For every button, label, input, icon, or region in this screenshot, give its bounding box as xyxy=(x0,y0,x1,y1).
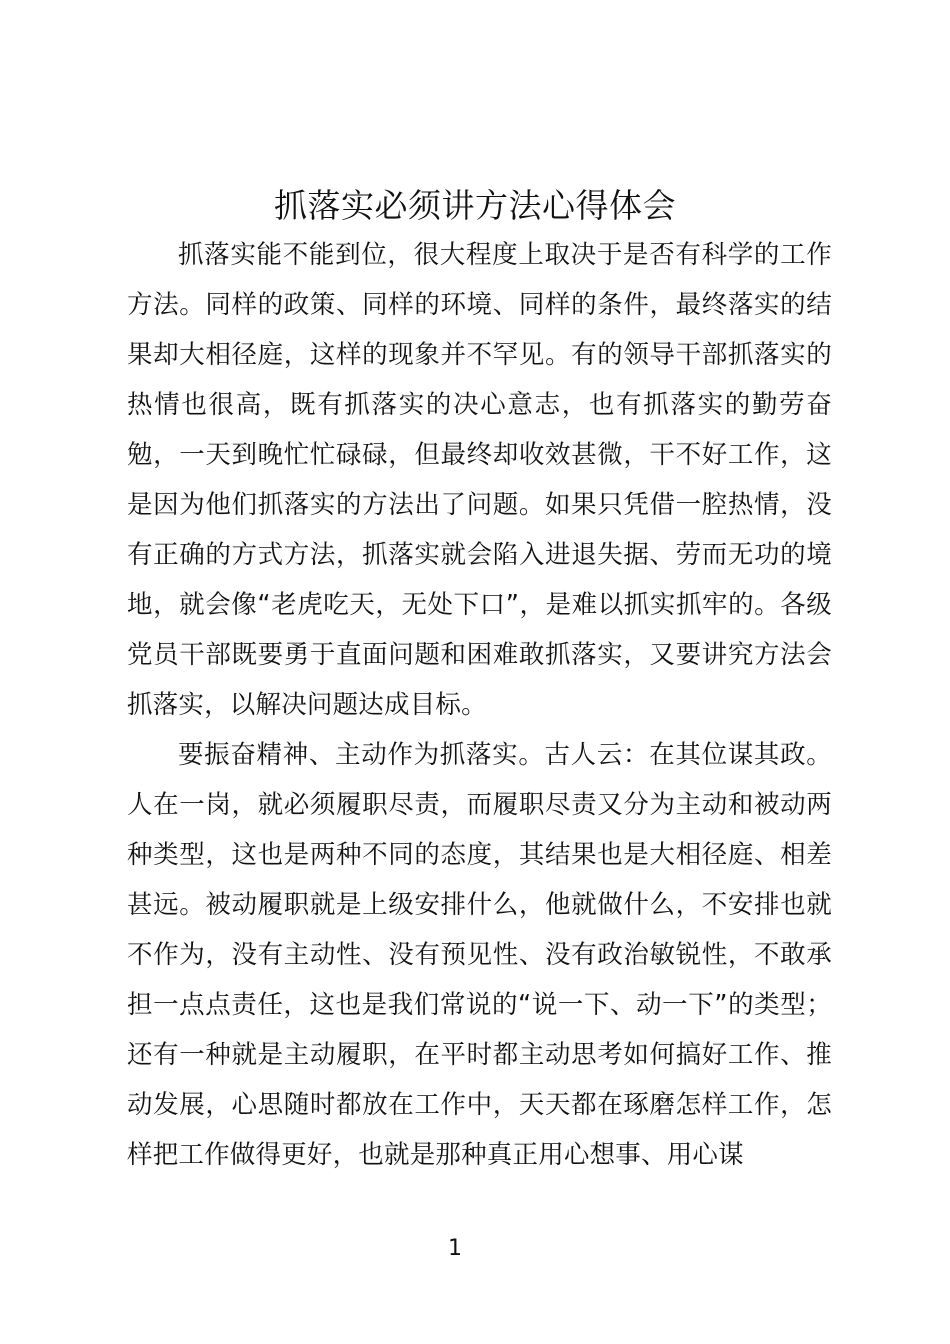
paragraph-2: 要振奋精神、主动作为抓落实。古人云：在其位谋其政。人在一岗，就必须履职尽责，而履职尽责又分为主动和被动两种类型，这也是两种不同的态度，其结果也是大相径庭、相差甚远。被动履职就是上级安排什么，他就做什么，不安排也就不作为，没有主动性、没有预见性、没有政治敏锐性，不敢承担一点点责任，这也是我们常说的“说一下、动一下”的类型；还有一种就是主动履职，在平时都主动思考如何搞好工作、推动发展，心思随时都放在工作中，天天都在琢磨怎样工作，怎样把工作做得更好，也就是那种真正用心想事、用心谋 xyxy=(127,740,832,1170)
paragraph-1: 抓落实能不能到位，很大程度上取决于是否有科学的工作方法。同样的政策、同样的环境、同样的条件，最终落实的结果却大相径庭，这样的现象并不罕见。有的领导干部抓落实的热情也很高，既有抓落实的决心意志，也有抓落实的勤劳奋勉，一天到晚忙忙碌碌，但最终却收效甚微，干不好工作，这是因为他们抓落实的方法出了问题。如果只凭借一腔热情，没有正确的方式方法，抓落实就会陷入进退失据、劳而无功的境地，就会像“老虎吃天，无处下口”，是难以抓实抓牢的。各级党员干部既要勇于直面问题和困难敢抓落实，又要讲究方法会抓落实，以解决问题达成目标。 xyxy=(127,240,832,720)
document-body xyxy=(127,230,832,1180)
page-number: 1 xyxy=(448,1236,462,1261)
document-title: 抓落实必须讲方法心得体会 xyxy=(274,186,676,225)
